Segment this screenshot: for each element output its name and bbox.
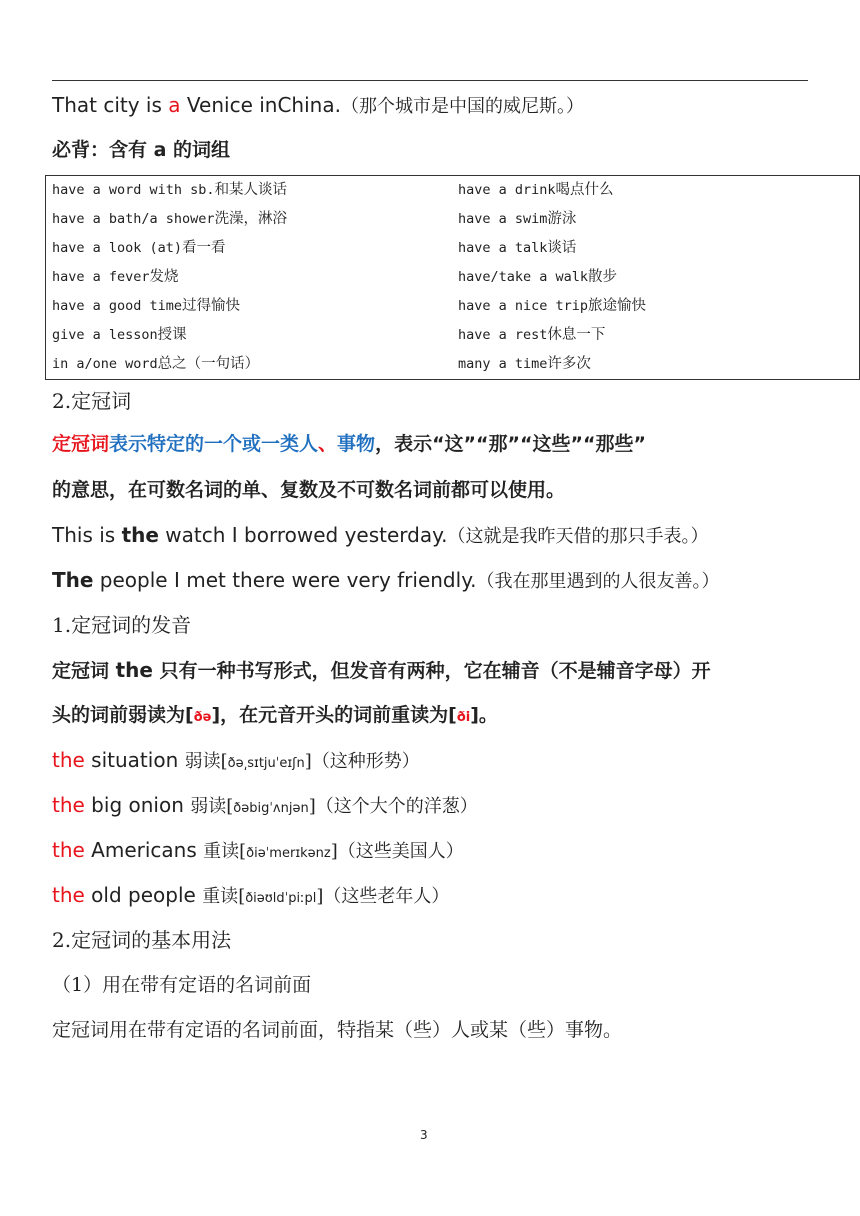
phrase-english: have a swim (458, 211, 548, 227)
phrase-row (46, 176, 860, 206)
phrase-english: have a rest (458, 327, 548, 343)
definition-line-2: 的意思，在可数名词的单、复数及不可数名词前都可以使用。 (52, 479, 566, 501)
phrase-cell (46, 321, 453, 350)
example-translation: （这些美国人） (337, 841, 464, 862)
rule-text: 只有一种书写形式，但发音有两种，它在辅音（不是辅音字母）开 (153, 660, 711, 682)
phrase-english: have/take a walk (458, 269, 589, 285)
rule-text: 头的词前弱读为[ (52, 704, 194, 726)
strong-ipa: ði (456, 710, 471, 725)
example-keyword: the (121, 523, 159, 547)
phrase-row (46, 263, 860, 292)
ipa-transcription: ðiəˈmerɪkənz (246, 846, 331, 861)
ipa-transcription: ðiəʊldˈpiːpl (245, 891, 317, 906)
example-translation: （那个城市是中国的威尼斯。） (340, 96, 584, 117)
pronunciation-example: the situation 弱读[ðə͵sɪtjuˈeɪʃn]（这种形势） (52, 748, 420, 772)
phrase-cell (46, 292, 453, 321)
phrase-english: have a bath/a shower (52, 211, 215, 227)
phrase-cell (452, 176, 860, 206)
example-sentence-the-1 (52, 520, 708, 552)
example-keyword: The (52, 568, 94, 592)
example-sentence-a (52, 90, 584, 122)
example-text: This is (52, 523, 122, 547)
phrase-chinese: 休息一下 (547, 327, 606, 343)
phrase-chinese: 发烧 (149, 269, 179, 285)
phrase-english: have a word with sb. (52, 182, 215, 198)
highlight-article: a (168, 93, 181, 117)
reading-type: 弱读 (184, 751, 221, 772)
page-number: 3 (420, 1128, 428, 1142)
phrase-english: have a talk (458, 240, 548, 256)
ipa-transcription: ðəbigˈʌnjən (233, 801, 309, 816)
example-translation: （这种形势） (311, 751, 420, 772)
example-word: big onion (84, 793, 191, 817)
phrase-chinese: 授课 (157, 327, 187, 343)
example-word: Americans (84, 838, 204, 862)
example-text: Venice inChina. (180, 93, 341, 117)
rule-text: 定冠词 (52, 660, 116, 682)
phrase-chinese: 谈话 (547, 240, 577, 256)
phrase-chinese: 旅途愉快 (588, 298, 647, 314)
phrases-title: 必背：含有 a 的词组 (52, 139, 231, 161)
definition-highlight: 事物 (337, 433, 376, 455)
phrase-english: give a lesson (52, 327, 158, 343)
phrase-cell (46, 234, 453, 263)
phrase-cell (452, 234, 860, 263)
phrase-english: have a look (at) (52, 240, 183, 256)
phrase-cell (46, 350, 453, 380)
weak-ipa: ðə (193, 710, 212, 725)
definition-separator: 、 (318, 433, 338, 455)
example-text: That city is (52, 93, 169, 117)
phrase-cell (452, 350, 860, 380)
usage-text: 定冠词用在带有定语的名词前面，特指某（些）人或某（些）事物。 (52, 1019, 623, 1041)
ipa-transcription: ðə͵sɪtjuˈeɪʃn (227, 756, 305, 771)
definition-line-1 (52, 429, 646, 459)
phrase-english: have a fever (52, 269, 150, 285)
article-the: the (52, 838, 85, 862)
phrase-chinese: 看一看 (182, 240, 226, 256)
phrase-chinese: 总之（一句话） (157, 356, 260, 372)
phrase-chinese: 游泳 (547, 211, 577, 227)
phrase-cell (46, 205, 453, 234)
pronunciation-example: the Americans 重读[ðiəˈmerɪkənz]（这些美国人） (52, 838, 464, 862)
phrase-english: in a/one word (52, 356, 158, 372)
reading-type: 重读 (202, 886, 239, 907)
example-translation: （我在那里遇到的人很友善。） (476, 571, 720, 592)
phrase-row (46, 205, 860, 234)
phrase-english: have a drink (458, 182, 556, 198)
rule-text: ]。 (470, 704, 498, 726)
example-word: old people (84, 883, 203, 907)
phrase-chinese: 和某人谈话 (214, 182, 288, 198)
pronunciation-example: the big onion 弱读[ðəbigˈʌnjən]（这个大个的洋葱） (52, 793, 478, 817)
phrase-row (46, 350, 860, 380)
phrase-chinese: 喝点什么 (555, 182, 614, 198)
pronunciation-heading: 1.定冠词的发音 (52, 613, 192, 637)
example-translation: （这就是我昨天借的那只手表。） (447, 526, 709, 547)
reading-type: 重读 (203, 841, 240, 862)
example-translation: （这个大个的洋葱） (315, 796, 478, 817)
phrase-chinese: 过得愉快 (182, 298, 241, 314)
usage-heading: 2.定冠词的基本用法 (52, 928, 232, 952)
phrase-cell (452, 321, 860, 350)
phrase-cell (46, 176, 453, 206)
usage-subheading: （1）用在带有定语的名词前面 (52, 974, 312, 996)
example-sentence-the-2 (52, 565, 720, 597)
phrase-english: many a time (458, 356, 548, 372)
definition-highlight: 表示特定的一个或一类人 (109, 433, 319, 455)
example-text: people I met there were very friendly. (93, 568, 477, 592)
rule-keyword: the (115, 658, 153, 682)
phrase-chinese: 许多次 (547, 356, 591, 372)
pronunciation-rule-line-2 (52, 700, 498, 733)
article-the: the (52, 883, 85, 907)
example-translation: （这些老年人） (323, 886, 450, 907)
pronunciation-rule-line-1 (52, 655, 711, 686)
example-word: situation (84, 748, 185, 772)
phrase-cell (46, 263, 453, 292)
phrase-cell (452, 263, 860, 292)
article-the: the (52, 793, 85, 817)
phrase-row (46, 234, 860, 263)
phrase-cell (452, 205, 860, 234)
phrase-row (46, 292, 860, 321)
definition-text: ，表示“这”“那”“这些”“那些” (375, 433, 646, 455)
phrase-english: have a nice trip (458, 298, 589, 314)
phrases-table (45, 175, 860, 380)
top-rule (52, 80, 808, 81)
phrase-chinese: 洗澡，淋浴 (214, 211, 288, 227)
example-text: watch I borrowed yesterday. (158, 523, 448, 547)
rule-text: ]，在元音开头的词前重读为[ (211, 704, 457, 726)
phrase-english: have a good time (52, 298, 183, 314)
pronunciation-example: the old people 重读[ðiəʊldˈpiːpl]（这些老年人） (52, 883, 450, 907)
definition-term: 定冠词 (52, 433, 110, 455)
section-heading: 2.定冠词 (52, 389, 132, 413)
phrase-cell (452, 292, 860, 321)
reading-type: 弱读 (190, 796, 227, 817)
article-the: the (52, 748, 85, 772)
phrase-chinese: 散步 (588, 269, 618, 285)
phrase-row (46, 321, 860, 350)
